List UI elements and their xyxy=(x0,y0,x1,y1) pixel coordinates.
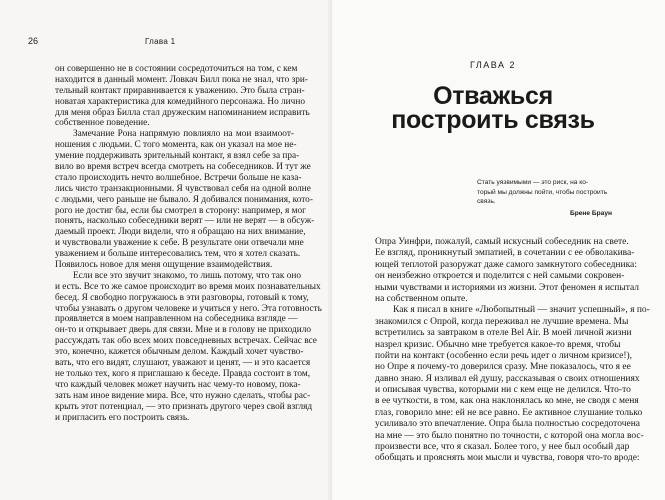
text-line: Ее взгляд, проникнутый эмпатией, в сочетании с ее обволакива- xyxy=(375,248,635,259)
text-line: Как я писал в книге «Любопытный — значит успешный», я по- xyxy=(393,305,650,316)
text-line: и есть. Все то же самое происходит во время моих познавательных xyxy=(55,281,321,292)
text-line: произвести все, что я сказал. Более того, у нее был особый дар xyxy=(375,442,630,453)
text-line: уважением и больше интересовались тем, что я хотел сказать. xyxy=(55,249,301,260)
text-line: новатая характеристика для комедийного персонажа. Но лично xyxy=(55,96,305,107)
right-page xyxy=(332,0,665,500)
text-line: на собственном опыте. xyxy=(375,293,468,304)
text-line: рассуждать так обо всех моих повседневных встречах. Сейчас все xyxy=(55,336,317,347)
epigraph-line: Стать уязвимыми — это риск, на ко- xyxy=(477,179,589,186)
epigraph-author: Брене Браун xyxy=(570,210,612,217)
text-line: умение поддерживать зрительный контакт, я взял себе за пра- xyxy=(55,151,300,162)
text-line: собственное поведение. xyxy=(55,118,150,129)
text-line: не только тех, кого я приглашаю к беседе. Правда состоит в том, xyxy=(55,368,311,379)
epigraph-line: торый мы должны пойти, чтобы построить xyxy=(477,188,608,196)
text-line: и описывая чувства, которыми ни с кем еще не делился. Что-то xyxy=(375,385,631,396)
text-line: усиливало это впечатление. Опра была полностью сосредоточена xyxy=(375,419,641,430)
chapter-title-line: Отважься xyxy=(433,82,553,110)
text-line: глаз, говорило мне: ей не все равно. Ее активное слушание только xyxy=(375,407,643,418)
page-number: 26 xyxy=(28,36,39,46)
body-text xyxy=(55,64,322,423)
text-line: в ее чуткости, в том, как она наклонялась ко мне, не сводя с меня xyxy=(375,396,639,407)
text-line: ющей теплотой разоружат даже самого замкнутого собеседника: xyxy=(375,259,637,270)
chapter-title-line: построить связь xyxy=(391,106,595,134)
left-page xyxy=(0,0,332,500)
text-line: бесед. Я свободно погружаюсь в эти разговоры, готовый к тому, xyxy=(55,292,309,303)
text-line: Замечание Рона напрямую повлияло на мои взаимоот- xyxy=(73,129,294,140)
text-line: он совершенно не в состоянии сосредоточиться на том, с кем xyxy=(55,64,298,74)
text-line: находится в данный момент. Ловкач Билл пока не знал, что зри- xyxy=(55,74,308,85)
text-line: с людьми, чего раньше не бывало. Я добивался понимания, кото- xyxy=(55,194,313,205)
text-line: ношения с людьми. С того момента, как он указал на мое не- xyxy=(55,140,297,151)
text-line: зать нам иное видение мира. Все, что нужно сделать, чтобы рас- xyxy=(55,390,311,401)
text-line: он-то и открывает дверь для связи. Мне и в голову не приходило xyxy=(55,325,312,336)
text-line: что каждый человек может научить нас чему-то новому, пока- xyxy=(55,379,301,390)
text-line: чтобы узнавать о другом человеке и учиться у него. Эта готовность xyxy=(55,303,322,314)
text-line: но Опре я почему-то доверился сразу. Мне показалось, что я ее xyxy=(375,362,631,373)
chapter-label: ГЛАВА 2 xyxy=(470,60,516,70)
chapter-title xyxy=(332,84,654,132)
text-line: ными чувствами и историями из жизни. Этот феномен я испытал xyxy=(375,282,640,293)
text-line: Появилось новое для меня ощущение взаимодействия. xyxy=(55,260,273,271)
text-line: давно знаю. Я изливал ей душу, рассказывая о своих отношениях xyxy=(375,373,640,384)
text-line: рого не достиг бы, если бы смотрел в сторону: например, я мог xyxy=(55,205,306,216)
text-line: вило во время встреч всегда смотреть на собеседников. И тут же xyxy=(55,162,311,173)
epigraph xyxy=(477,178,612,207)
text-line: встретились за завтраком в отеле Bel Air. В моей личной жизни xyxy=(375,328,632,339)
text-line: вать, что его видят, слушают, уважают и ценят, — и это касается xyxy=(55,358,311,369)
text-line: и пригласить его построить связь. xyxy=(55,412,190,423)
text-line: крыть этот потенциал, — это признать другого через свой взгляд xyxy=(55,401,313,412)
text-line: Опра Уинфри, пожалуй, самый искусный собеседник на свете. xyxy=(375,237,629,247)
text-line: на мне — это было понятно по точности, с которой она могла вос- xyxy=(375,430,644,441)
epigraph-line: связь. xyxy=(477,198,496,206)
text-line: он неизбежно откроется и поделится с ней самыми сокровен- xyxy=(375,271,625,282)
text-line: понять, насколько собеседники верят — или не верят — в обсуж- xyxy=(55,216,315,227)
text-line: стало происходить нечто волшебное. Встречи больше не каза- xyxy=(55,172,302,183)
text-line: лись чисто транзакционными. Я чувствовал себя на одной волне xyxy=(55,183,311,194)
body-text xyxy=(375,237,650,465)
text-line: пойти на контакт (особенно если речь идет о личном кризисе!), xyxy=(375,350,633,361)
text-line: знакомился с Опрой, когда переживал не лучшие времена. Мы xyxy=(375,316,629,327)
text-line: тельный контакт приравнивается к уважению. Это была стран- xyxy=(55,85,305,96)
text-line: обобщать и прояснять мои мысли и чувства, говоря что-то вроде: xyxy=(375,453,640,464)
text-line: для меня образ Билла стал дружеским напоминанием исправить xyxy=(55,107,310,118)
text-line: проявляется в моем направленном на собеседника взгляде — xyxy=(55,314,298,325)
text-line: даемый проект. Люди видели, что я обращаю на них внимание, xyxy=(55,227,306,238)
text-line: это, конечно, кажется обычным делом. Каждый хочет чувство- xyxy=(55,347,304,358)
running-head: Глава 1 xyxy=(145,37,176,46)
text-line: и чувствовали уважение к себе. В результате они отвечали мне xyxy=(55,238,304,249)
text-line: назрел кризис. Обычно мне требуется какое-то время, чтобы xyxy=(375,339,621,350)
text-line: Если все это звучит знакомо, то лишь потому, что так оно xyxy=(73,270,301,281)
